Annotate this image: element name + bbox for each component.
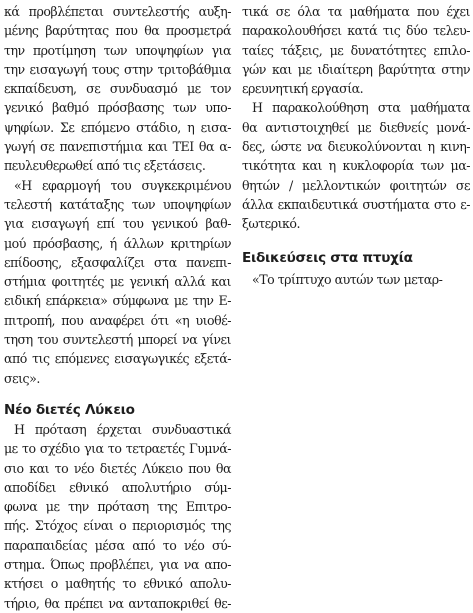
text-line: με το σχέδιο για το τετραετές Γυμνά- <box>4 441 231 457</box>
text-line: μού πρόσβασης, ή άλλων κριτηρίων <box>4 235 231 251</box>
text-line: πιτροπή, που αναφέρει ότι «η υιοθέ- <box>4 312 231 328</box>
text-line: γών και με ιδιαίτερη βαρύτητα στην <box>242 61 470 77</box>
text-line: ειδική επάρκεια» σύμφωνα με την Ε- <box>4 293 231 309</box>
text-line: φωνα με την πρόταση της Επιτρο- <box>4 499 231 515</box>
text-line: στήμια φοιτητές με γενική αλλά και <box>4 274 231 290</box>
text-line: σεις». <box>4 370 40 386</box>
text-line: παρακολουθήσει κατά τις δύο τελευ- <box>242 23 470 39</box>
text-line: τικότητα και η κυκλοφορία των μα- <box>242 158 470 174</box>
text-line: στημα. Όπως προβλέπει, για να απο- <box>4 557 231 573</box>
text-line: παραπαιδείας μέσα από το νέο σύ- <box>4 537 231 553</box>
text-line: ερευνητική εργασία. <box>242 81 364 97</box>
text-line: τικά σε όλα τα μαθήματα που έχει <box>242 4 470 19</box>
text-line: την προτίμηση των υποψηφίων για <box>4 42 231 58</box>
text-line: εκπαίδευση, σε συνδυασμό με τον <box>4 81 231 97</box>
right-column <box>242 0 470 289</box>
text-line: αποδίδει εθνικό απολυτήριο σύμ- <box>4 479 231 495</box>
text-line: πής. Στόχος είναι ο περιορισμός της <box>4 518 231 534</box>
text-line: πευλευθερωθεί από τις εξετάσεις. <box>4 158 206 174</box>
text-line: από τις επόμενες εισαγωγικές εξετά- <box>4 351 231 367</box>
text-line: τηση του συντελεστή μπορεί να γίνει <box>4 332 231 348</box>
text-line: μένης βαρύτητας που θα προσμετρά <box>4 23 231 39</box>
text-line: θητών / μελλοντικών φοιτητών σε <box>242 177 470 193</box>
text-line: τελεστή κατάταξης των υποψηφίων <box>4 196 231 212</box>
text-line: «Η εφαρμογή του συγκεκριμένου <box>14 177 231 193</box>
section-heading: Νέο διετές Λύκειο <box>4 401 135 418</box>
text-line: για εισαγωγή επί του γενικού βαθ- <box>4 216 231 232</box>
text-line: δες, ώστε να διευκολύνονται η κινη- <box>242 139 470 155</box>
text-line: επίδοσης, εξασφαλίζει στα πανεπι- <box>4 254 231 270</box>
text-line: άλλα εκπαιδευτικά συστήματα στο ε- <box>242 196 470 212</box>
left-column <box>4 0 231 613</box>
text-line: «Το τρίπτυχο αυτών των μεταρ- <box>252 271 443 287</box>
text-line: Η παρακολούθηση στα μαθήματα <box>252 100 470 116</box>
text-line: κά προβλέπεται συντελεστής αυξη- <box>4 4 231 19</box>
text-line: ψηφίων. Σε επόμενο στάδιο, η εισα- <box>4 119 231 135</box>
text-line: Η πρόταση έρχεται συνδυαστικά <box>14 421 231 437</box>
text-line: γωγή σε πανεπιστήμια και ΤΕΙ θα α- <box>4 139 231 155</box>
text-line: θα αντιστοιχηθεί με διεθνείς μονά- <box>242 119 470 135</box>
text-line: τήριο, θα πρέπει να ανταποκριθεί θε- <box>4 595 231 611</box>
text-line: γενικό βαθμό πρόσβασης των υπο- <box>4 100 231 116</box>
text-line: ταίες τάξεις, με δυνατότητες επιλο- <box>242 42 470 58</box>
text-line: ξωτερικό. <box>242 216 300 232</box>
section-heading: Ειδικεύσεις στα πτυχία <box>242 249 413 266</box>
text-line: την εισαγωγή τους στην τριτοβάθμια <box>4 61 231 77</box>
text-line: κτήσει ο μαθητής το εθνικό απολυ- <box>4 576 231 592</box>
text-line: σιο και το νέο διετές Λύκειο που θα <box>4 460 231 476</box>
